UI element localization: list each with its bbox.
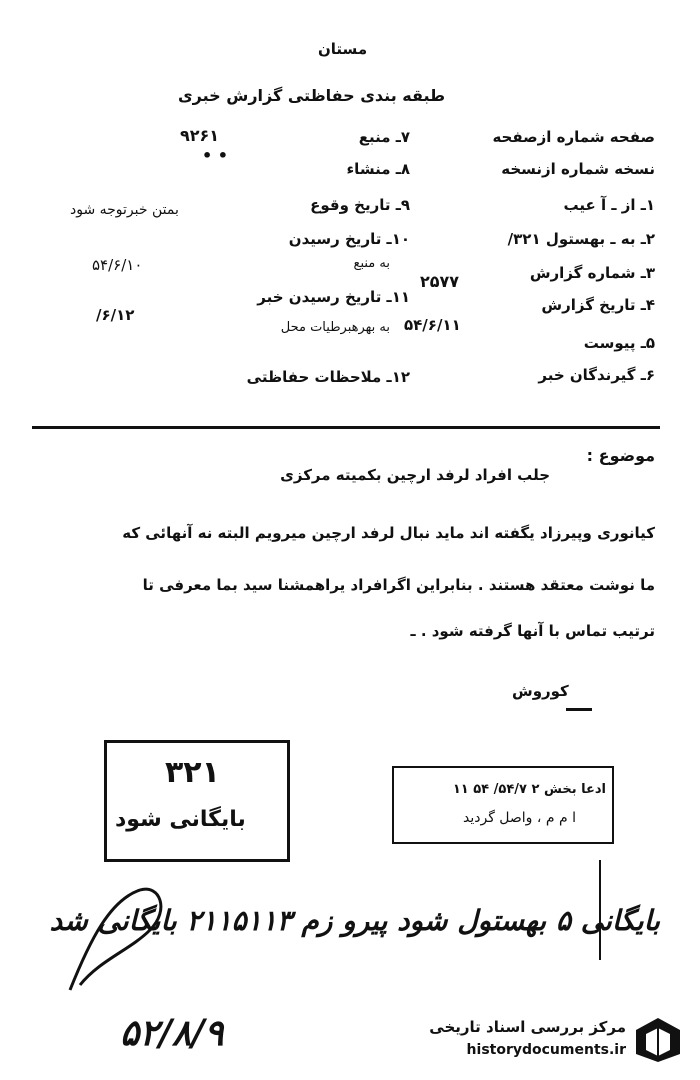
subject-label: موضوع : <box>586 446 655 465</box>
field-page-number: صفحه شماره ازصفحه <box>492 128 655 146</box>
field-7-dots: • • <box>202 146 229 165</box>
field-10-sub: به منبع <box>353 256 390 271</box>
field-3-report-number: ۳ـ شماره گزارش <box>529 264 655 282</box>
field-4-value: ۵۴/۶/۱۱ <box>404 316 461 334</box>
body-line-2: ما نوشت معتقد هستند . بنابراین اگرافراد یراهمشنا سید بما معرفی تا <box>142 576 655 594</box>
handwritten-note: بایگانی ۵ بهستول شود پیرو زم ۲۱۱۵۱۱۳ بایگانی شد <box>49 904 660 937</box>
archive-stamp-number: ۳۲۱ <box>165 755 220 790</box>
archive-stamp-text: بایگانی شود <box>115 807 246 832</box>
field-7-source: ۷ـ منبع <box>358 128 410 146</box>
field-11-value: /۶/۱۲ <box>96 306 135 324</box>
field-10-receipt-date: ۱۰ـ تاریخ رسیدن <box>288 230 410 248</box>
handwritten-date: ۵۲/۸/۹ <box>120 1012 224 1054</box>
field-9-value: بمتن خبرتوجه شود <box>70 202 179 218</box>
book-logo-icon <box>632 1014 684 1066</box>
watermark <box>398 1012 688 1068</box>
field-5-attachment: ۵ـ پیوست <box>583 334 655 352</box>
receipt-stamp-line1: ادعا بخش ۲ ۵۴/۷/ ۵۴ ۱۱ <box>452 782 606 797</box>
field-10-value: ۵۴/۶/۱۰ <box>92 256 143 274</box>
body-line-3: ترتیب تماس با آنها گرفته شود . ـ <box>410 622 655 640</box>
watermark-org-name: مرکز بررسی اسناد تاریخی <box>429 1018 626 1036</box>
field-8-origin: ۸ـ منشاء <box>346 160 410 178</box>
field-2-to: ۲ـ به ـ بهستول ۳۲۱/ <box>507 230 655 248</box>
field-copy-number: نسخه شماره ازنسخه <box>501 160 655 178</box>
field-4-report-date: ۴ـ تاریخ گزارش <box>541 296 655 314</box>
field-6-recipients: ۶ـ گیرندگان خبر <box>538 366 655 384</box>
form-title: طبقه بندی حفاظتی گزارش خبری <box>178 86 446 105</box>
watermark-website: historydocuments.ir <box>466 1042 626 1058</box>
body-line-1: کیانوری وپیرزاد یگفته اند ماید نبال لرفد ارچین میرویم البته نه آنهائی که <box>122 524 655 542</box>
field-3-value: ۲۵۷۷ <box>420 272 460 291</box>
field-9-occurrence-date: ۹ـ تاریخ وقوع <box>310 196 410 214</box>
field-11-news-receipt: ۱۱ـ تاریخ رسیدن خبر <box>257 288 410 306</box>
field-11-sub: به بهرهبرطیات محل <box>280 320 390 335</box>
receipt-stamp-line2: ا م م ، واصل گردید <box>462 810 576 826</box>
field-12-security-notes: ۱۲ـ ملاحظات حفاظتی <box>246 368 410 386</box>
field-1-from: ۱ـ از ـ آ عیب <box>563 196 655 214</box>
classification-mark: مستان <box>318 40 368 58</box>
signature: کوروش <box>512 682 569 700</box>
subject-text: جلب افراد لرفد ارچین بکمیته مرکزی <box>280 466 550 484</box>
field-7-value: ۹۲۶۱ <box>180 126 220 145</box>
